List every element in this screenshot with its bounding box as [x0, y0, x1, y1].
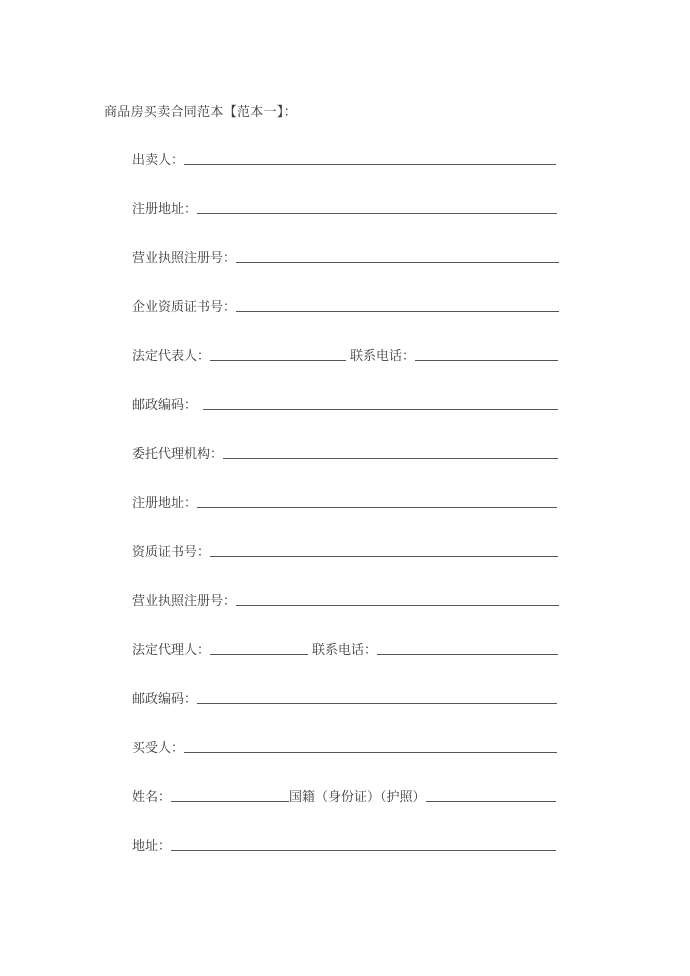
blank-line[interactable] [236, 297, 559, 312]
field-label-phone: 联系电话： [350, 349, 416, 364]
field-agency-cert [132, 540, 558, 560]
field-label: 姓名： [132, 790, 172, 805]
field-buyer [132, 736, 557, 756]
blank-line[interactable] [210, 542, 558, 557]
blank-line[interactable] [184, 738, 557, 753]
field-legal-agent [132, 638, 558, 658]
field-label-nationality: 国籍（身份证）（护照） [289, 790, 426, 805]
field-label-phone: 联系电话： [312, 643, 378, 658]
field-label: 委托代理机构： [132, 447, 224, 462]
blank-line[interactable] [210, 346, 346, 361]
field-label: 地址： [132, 839, 172, 854]
blank-line[interactable] [377, 640, 558, 655]
field-label: 营业执照注册号： [132, 594, 237, 609]
blank-line[interactable] [415, 346, 558, 361]
blank-line[interactable] [210, 640, 308, 655]
blank-line[interactable] [197, 689, 557, 704]
field-label: 法定代理人： [132, 643, 211, 658]
field-seller [132, 148, 556, 168]
blank-line[interactable] [171, 787, 289, 802]
blank-line[interactable] [236, 591, 559, 606]
document-title: 商品房买卖合同范本【范本一】： [104, 105, 298, 120]
field-name [132, 785, 556, 805]
field-qualification-cert [132, 295, 559, 315]
field-label: 买受人： [132, 741, 185, 756]
field-label: 企业资质证书号： [132, 300, 237, 315]
field-agency-license [132, 589, 559, 609]
field-legal-rep [132, 344, 558, 364]
blank-line[interactable] [171, 836, 556, 851]
field-postcode [132, 393, 558, 413]
field-label: 邮政编码： [132, 398, 198, 413]
blank-line[interactable] [197, 493, 557, 508]
field-label: 注册地址： [132, 496, 198, 511]
field-agency-postcode [132, 687, 557, 707]
blank-line[interactable] [197, 199, 557, 214]
field-label: 法定代表人： [132, 349, 211, 364]
field-business-license [132, 246, 559, 266]
field-registered-address [132, 197, 557, 217]
field-label: 资质证书号： [132, 545, 211, 560]
field-label: 邮政编码： [132, 692, 198, 707]
field-agency-address [132, 491, 557, 511]
field-agency [132, 442, 558, 462]
blank-line[interactable] [203, 395, 558, 410]
blank-line[interactable] [184, 150, 556, 165]
field-label: 注册地址： [132, 202, 198, 217]
field-label: 营业执照注册号： [132, 251, 237, 266]
blank-line[interactable] [426, 787, 556, 802]
blank-line[interactable] [236, 248, 559, 263]
blank-line[interactable] [223, 444, 558, 459]
field-label: 出卖人： [132, 153, 185, 168]
field-address [132, 834, 556, 854]
